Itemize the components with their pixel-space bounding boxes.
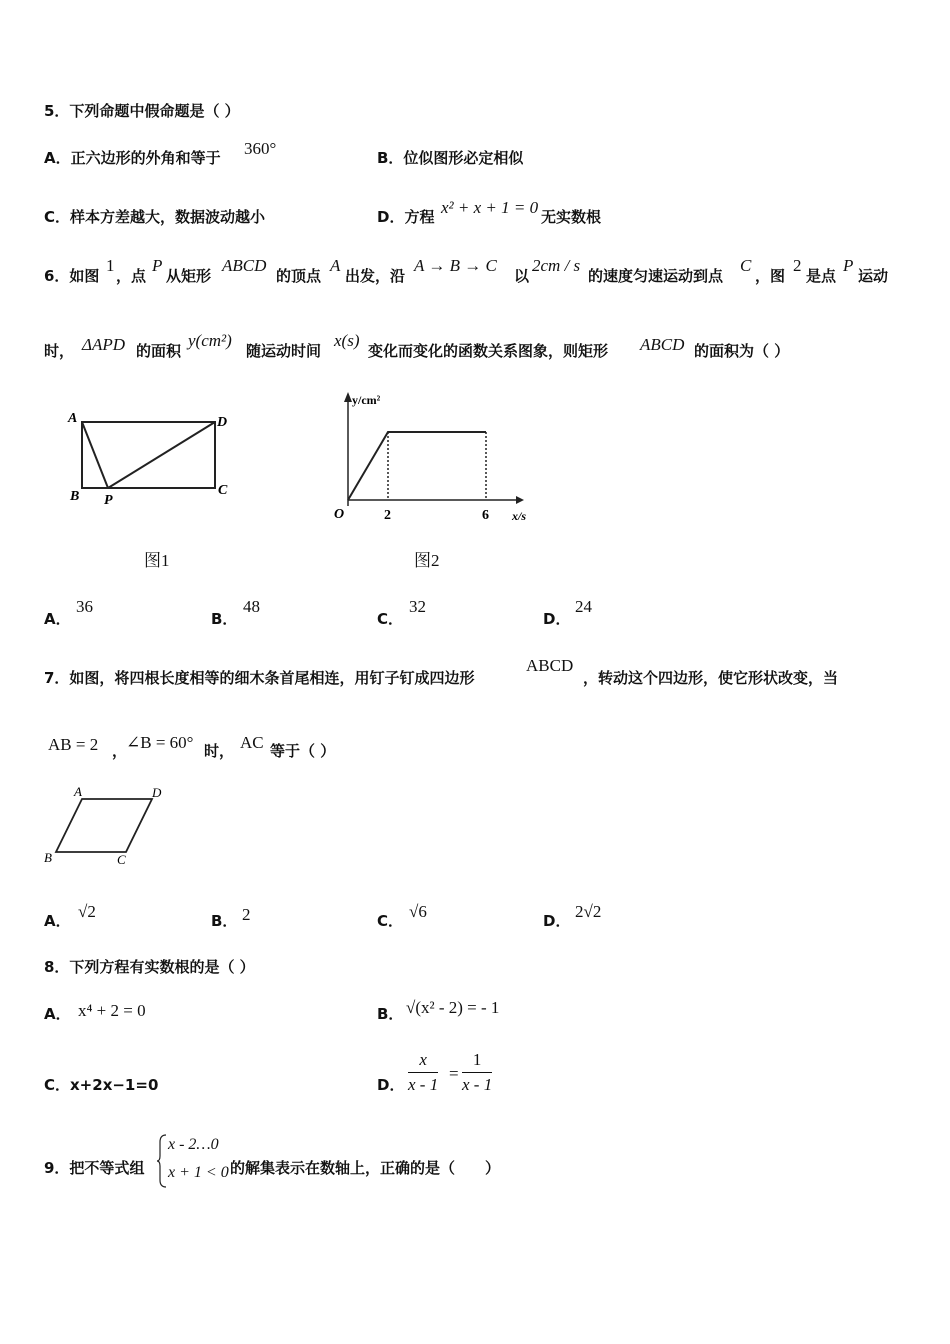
q7-math: AB = 2 (48, 735, 99, 754)
q5-option-d-math: x² + x + 1 = 0 (441, 198, 539, 217)
q6-text: 变化而变化的函数关系图象，则矩形 (368, 342, 609, 360)
q6-math: P (843, 256, 854, 275)
q8-option-d[interactable]: D． (377, 1076, 405, 1094)
q7-text: 7．如图，将四根长度相等的细木条首尾相连，用钉子钉成四边形 (44, 669, 475, 687)
q6-math: ΔAPD (82, 335, 126, 354)
x-axis-label: x/s (512, 509, 527, 523)
q7-math: ABCD (526, 656, 574, 675)
figure-2-caption: 图2 (414, 551, 440, 570)
label-c: C (117, 852, 126, 867)
q7-option-d[interactable]: D． (543, 912, 571, 930)
q6-text: 的面积为（ ） (694, 342, 790, 360)
q7-option-b[interactable]: B． (211, 912, 238, 930)
q6-option-c[interactable]: C． (377, 610, 404, 628)
q6-math: 2cm / s (532, 256, 581, 275)
q7-math: ∠B = 60° (126, 733, 194, 752)
q5-option-c[interactable]: C．样本方差越大，数据波动越小 (44, 208, 266, 226)
q7-text: 等于（ ） (270, 742, 336, 760)
q8-option-a[interactable]: A． (44, 1005, 71, 1023)
q7-option-c[interactable]: C． (377, 912, 404, 930)
q8-fraction-right (462, 1050, 492, 1095)
tick-label-6: 6 (482, 508, 489, 523)
q6-math: A → B → C (414, 256, 497, 275)
q6-text: 是点 (806, 267, 837, 285)
q7-option-d-value: 2√2 (575, 902, 602, 921)
q7-option-b-value: 2 (242, 905, 251, 924)
y-axis-arrow-icon (344, 392, 352, 402)
q6-figure-2 (316, 388, 546, 528)
origin-label: O (334, 507, 345, 522)
q6-math: ABCD (222, 256, 267, 275)
q5-option-d[interactable]: D．方程 (377, 208, 435, 226)
graph-line (348, 432, 486, 500)
q8-equals: = (449, 1064, 459, 1083)
q8-option-a-math: x⁴ + 2 = 0 (78, 1001, 146, 1020)
q5-stem: 5．下列命题中假命题是（ ） (44, 102, 240, 120)
label-a: A (68, 411, 78, 426)
q6-math: ABCD (640, 335, 685, 354)
q9-text: 9．把不等式组 (44, 1159, 145, 1177)
q7-text: ，转动这个四边形，使它形状改变，当 (583, 669, 839, 687)
q6-math: P (152, 256, 163, 275)
fraction-denominator: x - 1 (408, 1075, 439, 1094)
q6-text: 从矩形 (166, 267, 212, 285)
q6-option-a[interactable]: A． (44, 610, 71, 628)
q8-option-c[interactable]: C．x+2x−1=0 (44, 1076, 159, 1094)
q6-option-c-value: 32 (409, 597, 426, 616)
figure-1-caption: 图1 (144, 551, 170, 570)
rectangle-abcd (82, 422, 215, 488)
label-c: C (218, 483, 228, 498)
fraction-numerator: 1 (462, 1050, 492, 1073)
q6-text: 的顶点 (276, 267, 322, 285)
q6-option-d[interactable]: D． (543, 610, 571, 628)
label-b: B (44, 850, 52, 865)
tick-label-2: 2 (384, 508, 391, 523)
q8-option-b[interactable]: B． (377, 1005, 404, 1023)
label-d: D (152, 785, 162, 800)
y-axis-label: y/cm² (352, 393, 381, 407)
q6-text: 以 (514, 267, 530, 285)
q6-option-b-value: 48 (243, 597, 260, 616)
rhombus-abcd (56, 799, 152, 852)
q9-inequality-1: x - 2…0 (168, 1136, 219, 1153)
q7-math: AC (240, 733, 264, 752)
q6-text: 随运动时间 (246, 342, 322, 360)
label-d: D (217, 415, 228, 430)
q6-figure-1 (60, 400, 240, 510)
q6-math: A (330, 256, 341, 275)
q8-stem: 8．下列方程有实数根的是（ ） (44, 958, 255, 976)
q8-option-b-math: √(x² - 2) = - 1 (406, 998, 500, 1017)
q6-option-b[interactable]: B． (211, 610, 238, 628)
q7-option-c-value: √6 (409, 902, 427, 921)
q7-option-a-value: √2 (78, 902, 96, 921)
label-a: A (74, 784, 82, 799)
q6-text: ，点 (116, 267, 147, 285)
q7-figure-rhombus (40, 782, 180, 872)
fraction-numerator: x (408, 1050, 438, 1073)
q9-inequality-2: x + 1 < 0 (168, 1164, 229, 1181)
q8-fraction-left (408, 1050, 438, 1095)
q6-math: 2 (793, 256, 802, 275)
q5-option-a[interactable]: A．正六边形的外角和等于 (44, 149, 221, 167)
q7-text: 时， (204, 742, 235, 760)
q7-text: ， (112, 742, 128, 760)
fraction-denominator: x - 1 (462, 1075, 493, 1094)
q5-option-d-tail: 无实数根 (541, 208, 602, 226)
q6-math: y(cm²) (188, 331, 232, 350)
q6-text: 6．如图 (44, 267, 100, 285)
q6-math: x(s) (334, 331, 360, 350)
q7-option-a[interactable]: A． (44, 912, 71, 930)
q6-math: C (740, 256, 752, 275)
x-axis-arrow-icon (516, 496, 524, 504)
segment-ap (82, 422, 108, 488)
q5-option-a-math: 360° (244, 139, 277, 158)
q6-math: 1 (106, 256, 115, 275)
q6-text: ，图 (755, 267, 786, 285)
q6-text: 运动 (858, 267, 889, 285)
segment-pd (108, 422, 215, 488)
q6-option-a-value: 36 (76, 597, 93, 616)
label-b: B (70, 489, 80, 504)
q5-option-b[interactable]: B．位似图形必定相似 (377, 149, 524, 167)
q6-text: 的速度匀速运动到点 (588, 267, 724, 285)
brace-icon (156, 1134, 168, 1188)
q6-option-d-value: 24 (575, 597, 592, 616)
q6-text: 出发，沿 (345, 267, 406, 285)
q6-text: 的面积 (136, 342, 182, 360)
q6-text: 时， (44, 342, 75, 360)
q9-text: 的解集表示在数轴上，正确的是（ ） (230, 1159, 501, 1177)
label-p: P (104, 493, 113, 508)
